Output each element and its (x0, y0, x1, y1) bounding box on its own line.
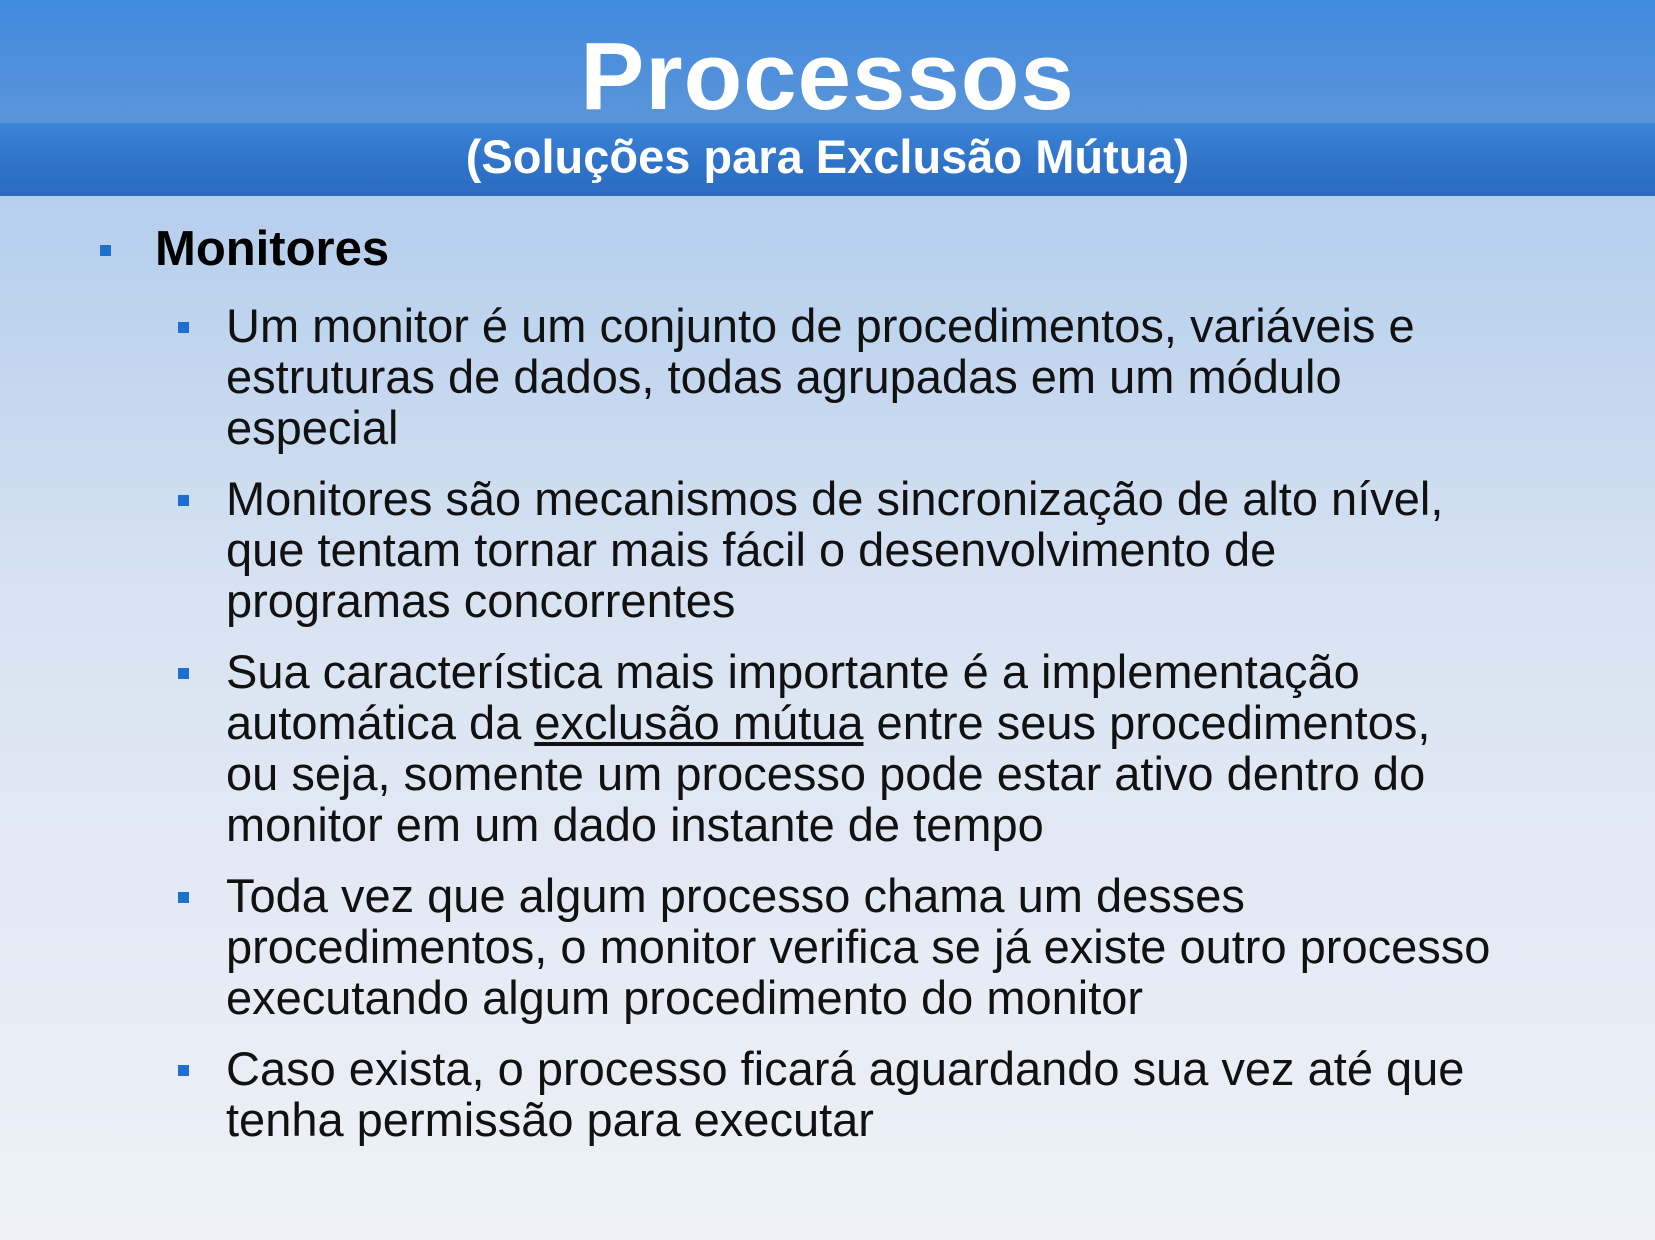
list-item (178, 870, 1606, 1023)
list-item-line: Toda vez que algum processo chama um desses (226, 869, 1245, 922)
list-item (178, 473, 1606, 626)
slide-title: Processos (580, 23, 1075, 130)
line-text: automática da (226, 696, 535, 749)
bullet-heading (100, 220, 1655, 278)
list-item-line: tenha permissão para executar (226, 1093, 874, 1146)
underlined-term: exclusão mútua (534, 696, 864, 749)
slide-body (0, 220, 1655, 1165)
list-item (178, 1043, 1606, 1145)
list-item-line: ou seja, somente um processo pode estar ativo dentro do (226, 747, 1426, 800)
list-item-line: executando algum procedimento do monitor (226, 971, 1144, 1024)
list-item-line: Sua característica mais importante é a implementação (226, 645, 1360, 698)
list-item-line: Um monitor é um conjunto de procedimentos, variáveis e (226, 299, 1415, 352)
slide-subtitle: (Soluções para Exclusão Mútua) (465, 130, 1190, 183)
list-item-line: Caso exista, o processo ficará aguardando sua vez até que (226, 1042, 1465, 1095)
list-item-line: especial (226, 401, 399, 454)
slide-header (0, 0, 1655, 196)
heading-text: Monitores (155, 222, 390, 276)
square-bullet-icon (100, 245, 111, 256)
list-item (178, 646, 1606, 850)
square-bullet-icon (178, 495, 189, 506)
square-bullet-icon (178, 892, 189, 903)
list-item-line: estruturas de dados, todas agrupadas em um módulo (226, 350, 1342, 403)
line-text: entre seus procedimentos, (863, 696, 1431, 749)
list-item-line: monitor em um dado instante de tempo (226, 798, 1044, 851)
list-item-line: que tentam tornar mais fácil o desenvolvimento de (226, 523, 1277, 576)
square-bullet-icon (178, 322, 189, 333)
square-bullet-icon (178, 668, 189, 679)
list-item (178, 300, 1606, 453)
list-item-line: procedimentos, o monitor verifica se já existe outro processo (226, 920, 1491, 973)
list-item-line: Monitores são mecanismos de sincronização de alto nível, (226, 472, 1444, 525)
list-item-line (226, 697, 1606, 748)
list-item-line: programas concorrentes (226, 574, 736, 627)
square-bullet-icon (178, 1065, 189, 1076)
